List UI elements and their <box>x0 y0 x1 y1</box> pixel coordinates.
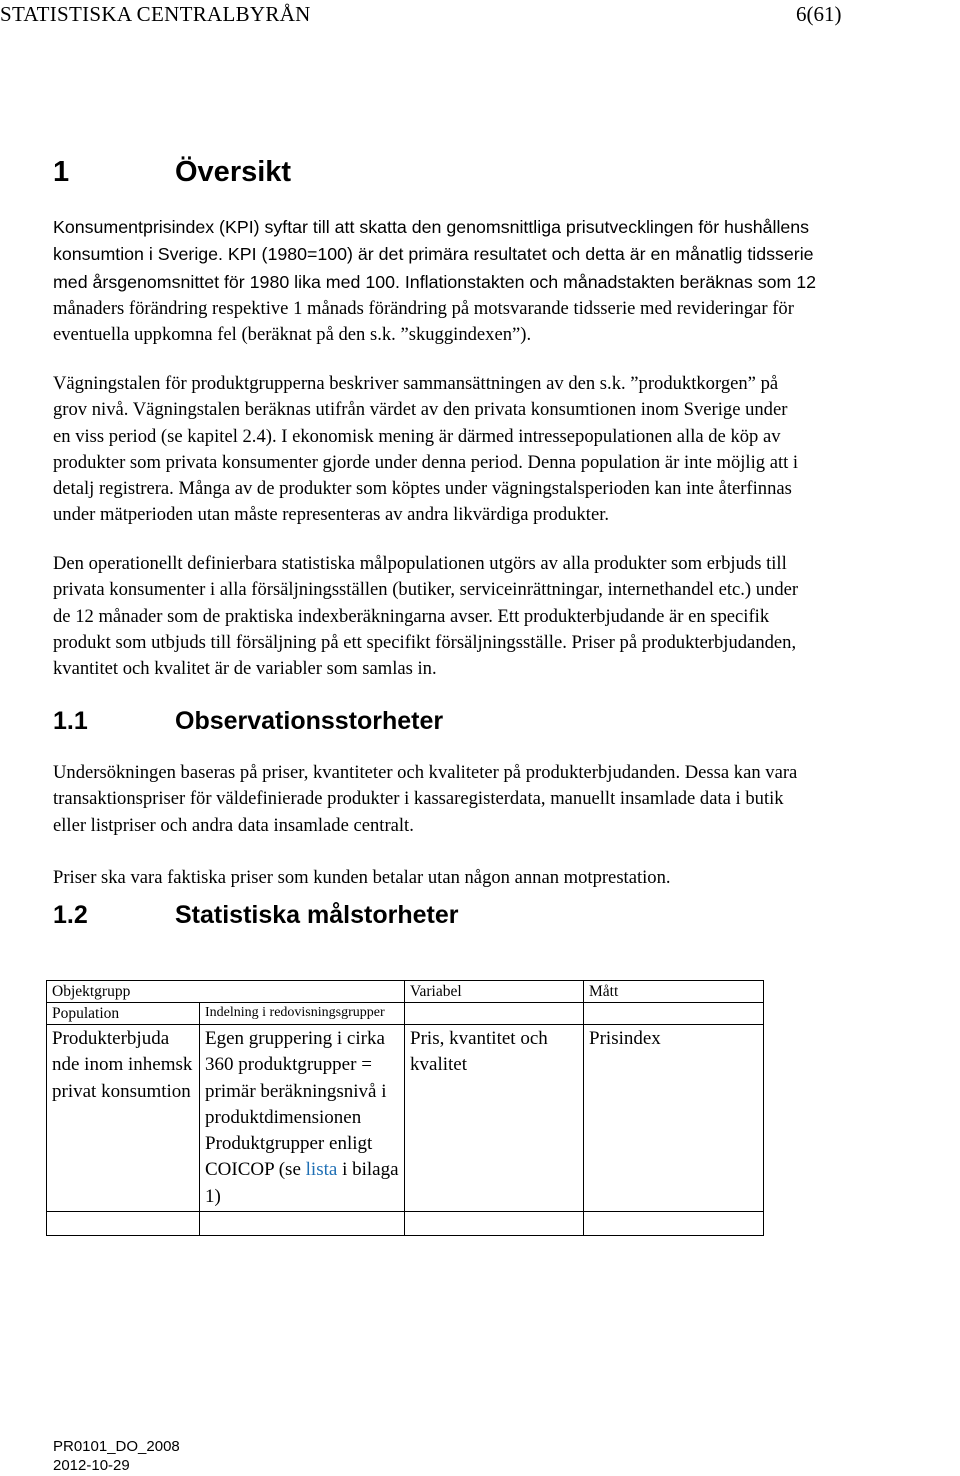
text-line: privata konsumenter i alla försäljningsställen (butiker, serviceinrättningar, internethandel etc.) under <box>53 579 799 601</box>
text-line: eller listpriser och andra data insamlade centralt. <box>53 814 414 836</box>
text-line: månaders förändring respektive 1 månads förändring på motsvarande tidsserie med revideringar för <box>53 297 794 319</box>
text-line: produkter som privata konsumenter gjorde under denna period. Denna population är inte möjlig att i <box>53 451 799 473</box>
cell-indelning-coicop <box>205 1131 399 1210</box>
footer-document-id: PR0101_DO_2008 <box>53 1438 180 1455</box>
section-1-1-heading <box>53 707 443 736</box>
text-line: eventuella uppkomna fel (beräknat på den s.k. ”skuggindexen”). <box>53 324 532 346</box>
section-number: 1 <box>53 156 70 188</box>
section-number: 1.1 <box>53 707 88 735</box>
cell-text: Produktgrupper enligt COICOP (se <box>205 1133 373 1181</box>
page-number: 6(61) <box>796 2 842 26</box>
text-line: grov nivå. Vägningstalen beräknas utifrån värdet av den privata konsumtionen inom Sverige under <box>53 399 788 421</box>
cell-text: i bilaga 1) <box>205 1159 399 1207</box>
target-quantities-table <box>46 980 764 1236</box>
section-1-heading <box>53 156 291 189</box>
empty-cell <box>584 1212 764 1236</box>
empty-cell <box>405 1212 584 1236</box>
text-line: de 12 månader som de praktiska indexberäkningarna avser. Ett produkterbjudande är en specifik <box>53 605 770 627</box>
table-header-row <box>47 981 764 1003</box>
footer-date: 2012-10-29 <box>53 1457 130 1474</box>
text-line: kvantitet och kvalitet är de variabler som samlas in. <box>53 658 437 680</box>
table-row <box>47 1025 764 1212</box>
header-variabel: Variabel <box>405 981 584 1003</box>
table-subheader-row <box>47 1003 764 1025</box>
text-line: detalj registrera. Många av de produkter som köptes under vägningstalsperioden kan inte återfinnas <box>53 478 792 500</box>
text-line: transaktionspriser för väldefinierade produkter i kassaregisterdata, manuellt insamlade data i butik <box>53 788 784 810</box>
section-1-paragraph-1 <box>53 214 960 348</box>
empty-cell <box>47 1212 200 1236</box>
section-1-paragraph-3 <box>53 551 960 682</box>
empty-cell <box>405 1003 584 1025</box>
section-1-1-paragraph-1 <box>53 760 960 839</box>
text-line: en viss period (se kapitel 2.4). I ekonomisk mening är därmed intressepopulationen alla de köp av <box>53 425 781 447</box>
cell-variabel: Pris, kvantitet och kvalitet <box>405 1025 584 1212</box>
header-indelning: Indelning i redovisningsgrupper <box>200 1003 405 1025</box>
text-line: Vägningstalen för produktgrupperna beskriver sammansättningen av den s.k. ”produktkorgen” på <box>53 373 779 394</box>
text-line: under mätperioden utan måste representeras av andra likvärdiga produkter. <box>53 504 610 526</box>
text-line: konsumtion i Sverige. KPI (1980=100) är det primära resultatet och detta är en månatlig tidsserie <box>53 244 814 265</box>
section-1-paragraph-2 <box>53 371 960 529</box>
cell-indelning <box>200 1025 405 1212</box>
text-line: Undersökningen baseras på priser, kvantiteter och kvaliteter på produkterbjudanden. Dessa kan vara <box>53 762 798 783</box>
section-1-2-heading <box>53 901 458 930</box>
section-title: Översikt <box>175 156 292 188</box>
cell-objektgrupp: Produkterbjuda nde inom inhemsk privat konsumtion <box>47 1025 200 1212</box>
header-organization: STATISTISKA CENTRALBYRÅN <box>0 2 311 26</box>
section-number: 1.2 <box>53 901 88 929</box>
empty-cell <box>200 1212 405 1236</box>
table-empty-row <box>47 1212 764 1236</box>
cell-indelning-primary: Egen gruppering i cirka 360 produktgrupper = primär beräkningsnivå i produktdimensionen <box>205 1028 387 1128</box>
text-line: Den operationellt definierbara statistiska målpopulationen utgörs av alla produkter som erbjuds till <box>53 553 787 574</box>
text-line: med årsgenomsnittet för 1980 lika med 100. Inflationstakten och månadstakten beräknas som 12 <box>53 271 817 292</box>
header-population: Population <box>47 1003 200 1025</box>
text-line: produkt som utbjuds till försäljning på ett specifikt försäljningsställe. Priser på produkterbjudanden, <box>53 631 797 653</box>
section-title: Observationsstorheter <box>175 707 444 735</box>
header-matt: Mått <box>584 981 764 1003</box>
header-objektgrupp: Objektgrupp <box>47 981 405 1003</box>
section-title: Statistiska målstorheter <box>175 901 459 929</box>
lista-link[interactable]: lista <box>305 1159 338 1181</box>
empty-cell <box>584 1003 764 1025</box>
text-line: Konsumentprisindex (KPI) syftar till att skatta den genomsnittliga prisutvecklingen för hushållens <box>53 217 810 237</box>
cell-matt: Prisindex <box>584 1025 764 1212</box>
section-1-1-paragraph-2: Priser ska vara faktiska priser som kunden betalar utan någon annan motprestation. <box>53 867 671 888</box>
